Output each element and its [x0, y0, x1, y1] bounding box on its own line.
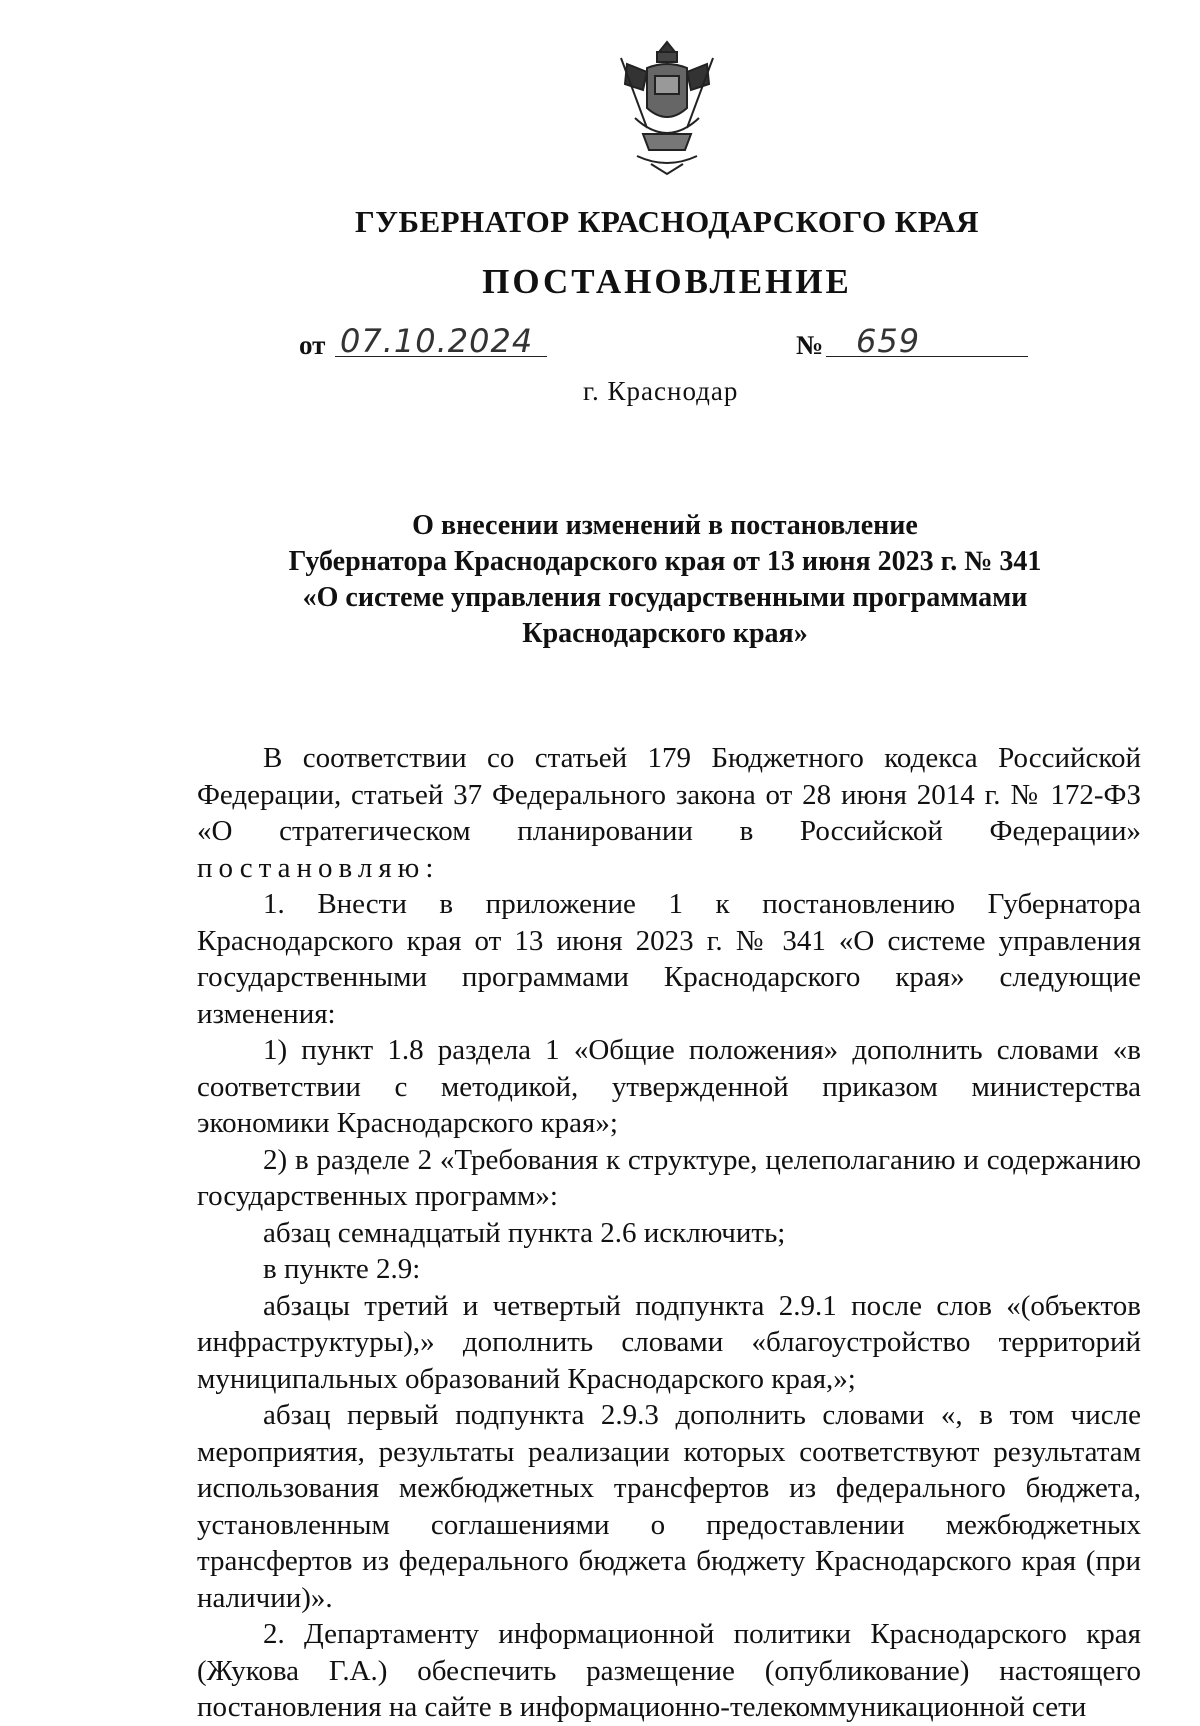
date-value: 07.10.2024 — [340, 322, 534, 360]
paragraph-preamble — [197, 740, 1141, 886]
paragraph-2-9-1: абзацы третий и четвертый подпункта 2.9.1 после слов «(объектов инфраструктуры),» дополнить словами «благоустройство территорий муниципальных образований Краснодарского края,»; — [197, 1289, 1141, 1395]
title-line-3: «О системе управления государственными программами — [302, 582, 1028, 613]
document-type-heading: ПОСТАНОВЛЕНИЕ — [482, 262, 852, 301]
paragraph-subitem-1: 1) пункт 1.8 раздела 1 «Общие положения» дополнить словами «в соответствии с методикой, утвержденной приказом министерства экономики Краснодарского края»; — [197, 1034, 1141, 1139]
title-line-4: Краснодарского края» — [522, 618, 808, 649]
document-body — [197, 740, 1141, 1726]
resolution-keyword: постановляю: — [197, 851, 440, 884]
date-label: от — [299, 330, 326, 360]
preamble-text: В соответствии со статьей 179 Бюджетного кодекса Российской Федерации, статьей 37 Федерального закона от 28 июня 2014 г. № 172-ФЗ «О стратегическом планировании в Российской Федерации» — [197, 742, 1141, 847]
title-line-1: О внесении изменений в постановление — [412, 510, 918, 541]
paragraph-2-9-3: абзац первый подпункта 2.9.3 дополнить словами «, в том числе мероприятия, результаты реализации которых соответствуют результатам использования межбюджетных трансфертов из федерального бюджета, установленным соглашениями о предоставлении межбюджетных трансфертов из федерального бюджета бюджету Краснодарского края (при наличии)». — [197, 1399, 1141, 1614]
paragraph-point-2-9: в пункте 2.9: — [263, 1253, 421, 1285]
paragraph-abzac-2-6: абзац семнадцатый пункта 2.6 исключить; — [263, 1216, 786, 1249]
title-line-2: Губернатора Краснодарского края от 13 июня 2023 г. № 341 — [288, 546, 1042, 577]
paragraph-item-1: 1. Внести в приложение 1 к постановлению Губернатора Краснодарского края от 13 июня 2023 г. № 341 «О системе управления государственными программами Краснодарского края» следующие изменения: — [197, 888, 1141, 1030]
number-value: 659 — [856, 322, 921, 360]
coat-of-arms-emblem — [607, 38, 727, 178]
number-label: № — [796, 330, 824, 360]
paragraph-item-2: 2. Департаменту информационной политики Краснодарского края (Жукова Г.А.) обеспечить размещение (опубликование) настоящего постановления на сайте в информационно-телекоммуникационной сети — [197, 1618, 1141, 1723]
city-label: г. Краснодар — [583, 376, 739, 406]
document-title — [190, 508, 1140, 652]
paragraph-subitem-2: 2) в разделе 2 «Требования к структуре, целеполаганию и содержанию государственных программ»: — [197, 1143, 1141, 1212]
organization-heading: ГУБЕРНАТОР КРАСНОДАРСКОГО КРАЯ — [354, 204, 980, 239]
